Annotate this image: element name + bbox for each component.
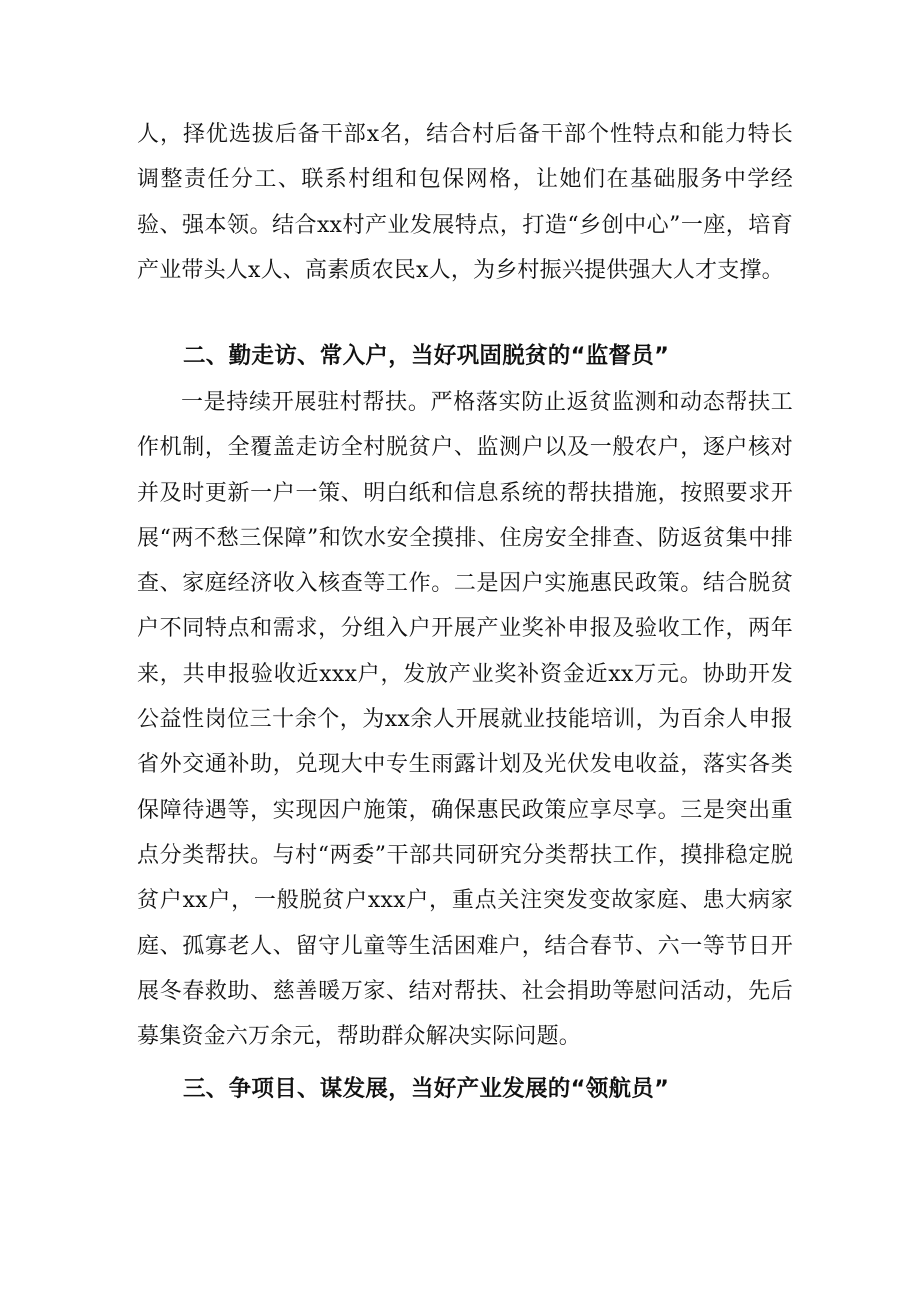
paragraph-continued: 人，择优选拔后备干部x名，结合村后备干部个性特点和能力特长调整责任分工、联系村组和包保网格，让她们在基础服务中学经验、强本领。结合xx村产业发展特点，打造“乡创中心”一座，培育产业带头人x人、高素质农民x人，为乡村振兴提供强大人才支撑。 <box>137 122 793 283</box>
section-heading-2: 二、勤走访、常入户，当好巩固脱贫的“监督员” <box>183 343 670 369</box>
paragraph-section-2: 一是持续开展驻村帮扶。严格落实防止返贫监测和动态帮扶工作机制，全覆盖走访全村脱贫户、监测户以及一般农户，逐户核对并及时更新一户一策、明白纸和信息系统的帮扶措施，按照要求开展“两不愁三保障”和饮水安全摸排、住房安全排查、防返贫集中排查、家庭经济收入核查等工作。二是因户实施惠民政策。结合脱贫户不同特点和需求，分组入户开展产业奖补申报及验收工作，两年来，共申报验收近xxx户，发放产业奖补资金近xx万元。协助开发公益性岗位三十余个，为xx余人开展就业技能培训，为百余人申报省外交通补助，兑现大中专生雨露计划及光伏发电收益，落实各类保障待遇等，实现因户施策，确保惠民政策应享尽享。三是突出重点分类帮扶。与村“两委”干部共同研究分类帮扶工作，摸排稳定脱贫户xx户，一般脱贫户xxx户，重点关注突发变故家庭、患大病家庭、孤寡老人、留守儿童等生活困难户，结合春节、六一等节日开展冬春救助、慈善暖万家、结对帮扶、社会捐助等慰问活动，先后募集资金六万余元，帮助群众解决实际问题。 <box>137 390 793 1050</box>
section-heading-3: 三、争项目、谋发展，当好产业发展的“领航员” <box>183 1076 670 1102</box>
